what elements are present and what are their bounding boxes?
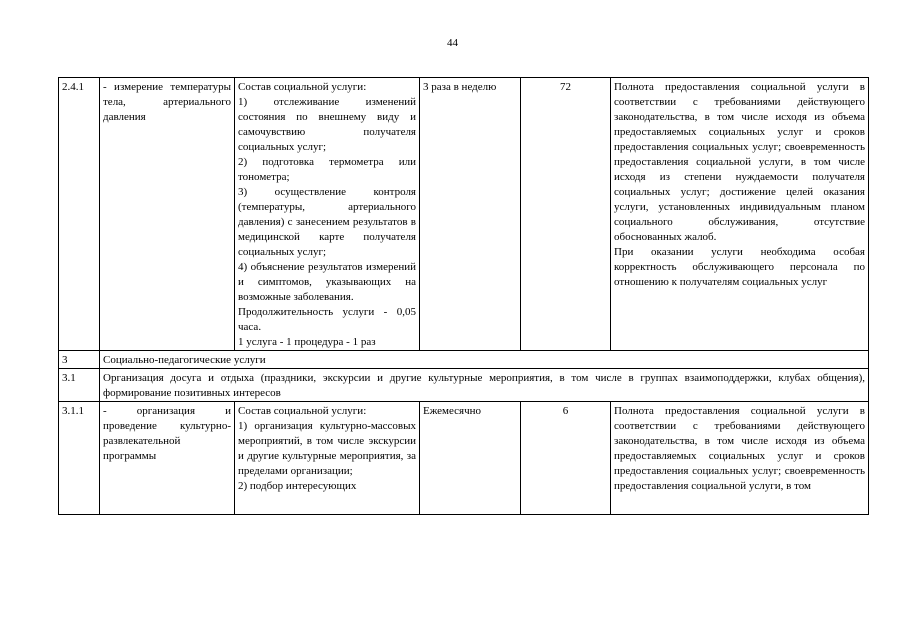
section-row bbox=[59, 351, 869, 369]
row-number bbox=[59, 402, 100, 515]
subsection-row bbox=[59, 369, 869, 402]
quality-paragraph: При оказании услуги необходима особая корректность обслуживающего персонала по отношению к получателям социальных услуг bbox=[614, 246, 865, 288]
service-quantity: 72 bbox=[521, 78, 611, 351]
page-number: 44 bbox=[447, 37, 458, 49]
service-quantity bbox=[521, 402, 611, 515]
content-line: 2) подбор интересующих bbox=[238, 480, 357, 492]
quality-paragraph: Полнота предоставления социальной услуги в соответствии с требованиями действующего законодательства, в том числе исходя из объема предоставляемых социальных услуг и сроков предоставления социальных услуг; своевременность предоставления социальной услуги, в том числе исходя из степени нуждаемости получателя социальных услуг; достижение целей оказания услуги, установленных индивидуальным планом социального обслуживания, отсутствие обоснованных жалоб. bbox=[614, 81, 865, 243]
subsection-number: 3.1 bbox=[59, 369, 100, 402]
content-line: Состав социальной услуги: bbox=[238, 81, 367, 93]
service-name bbox=[100, 402, 235, 515]
service-content bbox=[235, 78, 420, 351]
service-quality bbox=[611, 402, 869, 515]
section-number: 3 bbox=[59, 351, 100, 369]
quantity-text: 6 bbox=[562, 405, 569, 417]
subsection-title: Организация досуга и отдыха (праздники, экскурсии и другие культурные мероприятия, в том числе в группах взаимоподдержки, клубах общения), формирование позитивных интересов bbox=[100, 369, 869, 402]
content-line: 3) осуществление контроля (температуры, артериального давления) с занесением результатов в медицинской карте получателя социальных услуг; bbox=[238, 186, 416, 258]
quality-paragraph: Полнота предоставления социальной услуги в соответствии с требованиями действующего законодательства, в том числе исходя из объема предоставляемых социальных услуг и сроков предоставления социальных услуг; своевременность предоставления социальной услуги, в том bbox=[614, 405, 865, 492]
content-line: Состав социальной услуги: bbox=[238, 405, 367, 417]
content-line: 1) организация культурно-массовых мероприятий, в том числе экскурсии и другие культурные мероприятия, за пределами организации; bbox=[238, 420, 416, 477]
content-line: 1 услуга - 1 процедура - 1 раз bbox=[238, 336, 376, 348]
table-row bbox=[59, 402, 869, 515]
service-name: - измерение температуры тела, артериального давления bbox=[100, 78, 235, 351]
service-frequency: 3 раза в неделю bbox=[420, 78, 521, 351]
frequency-text: Ежемесячно bbox=[423, 405, 482, 417]
service-frequency bbox=[420, 402, 521, 515]
services-table bbox=[58, 77, 869, 515]
content-line: 4) объяснение результатов измерений и симптомов, указывающих на возможные заболевания. bbox=[238, 261, 416, 303]
content-line: 1) отслеживание изменений состояния по внешнему виду и самочувствию получателя социальных услуг; bbox=[238, 96, 416, 153]
row-number: 2.4.1 bbox=[59, 78, 100, 351]
content-line: 2) подготовка термометра или тонометра; bbox=[238, 156, 416, 183]
service-content bbox=[235, 402, 420, 515]
table-row bbox=[59, 78, 869, 351]
content-line: Продолжительность услуги - 0,05 часа. bbox=[238, 306, 416, 333]
quality-wrap bbox=[614, 404, 865, 514]
content-wrap bbox=[238, 404, 416, 502]
service-name-text: - организация и проведение культурно-развлекательной программы bbox=[103, 405, 231, 462]
service-quality bbox=[611, 78, 869, 351]
section-title: Социально-педагогические услуги bbox=[100, 351, 869, 369]
row-number-text: 3.1.1 bbox=[62, 405, 84, 417]
